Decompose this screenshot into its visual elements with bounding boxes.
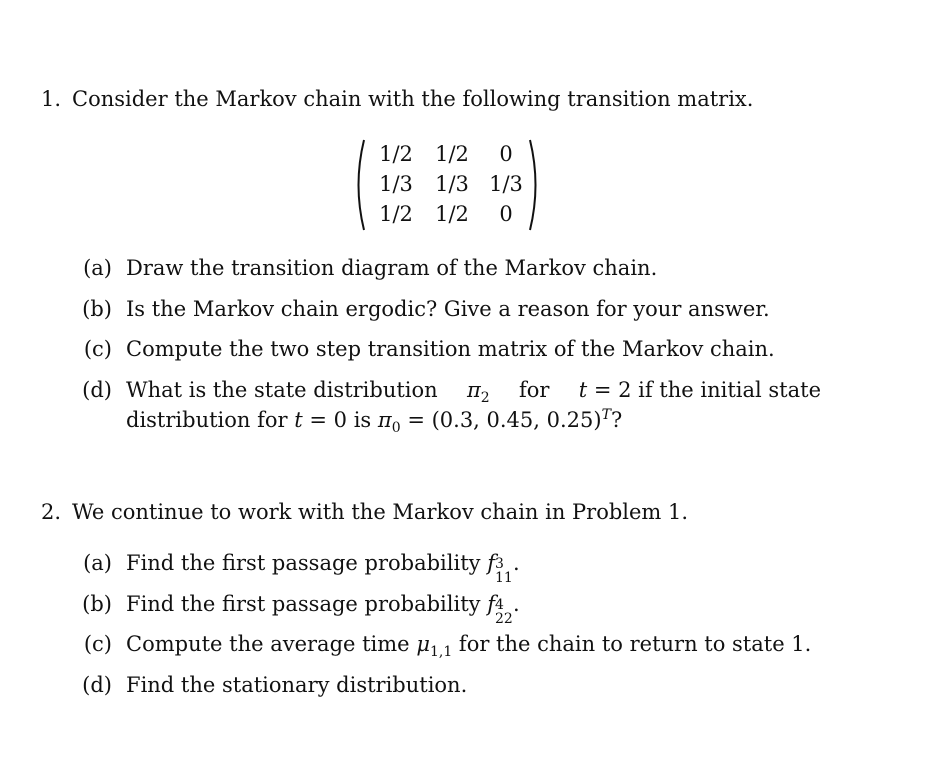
p1d-t-eq: t = 2 if the initial state (578, 378, 821, 402)
matrix-cell: 0 (499, 142, 513, 166)
problem-1-number: 1. (41, 87, 62, 111)
problem-2-text: We continue to work with the Markov chain in Problem 1. (72, 500, 689, 524)
p1-part-d-label: (d) (82, 378, 112, 402)
p2-part-a-label: (a) (83, 551, 112, 575)
matrix-cell: 1/3 (489, 172, 523, 196)
p2-part-a-text: Find the first passage probability f 3 11 . (126, 551, 520, 586)
problem-2-number: 2. (41, 500, 62, 524)
p2-part-b-text: Find the first passage probability f 4 22 . (126, 592, 520, 627)
transition-matrix (352, 138, 542, 232)
p1-part-d-line2: distribution for t = 0 is $\pi_0 = (0.3$, 0.45, 0.25)$^T$? (126, 407, 623, 437)
p2-part-d-text: Find the stationary distribution. (126, 673, 468, 697)
p1-part-c-text: Compute the two step transition matrix of the Markov chain. (126, 337, 775, 361)
matrix-cell: 1/3 (379, 172, 413, 196)
p2-part-d-label: (d) (82, 673, 112, 697)
p2-part-b-label: (b) (82, 592, 112, 616)
p1d-text-1: What is the state distribution (126, 378, 438, 402)
p1-part-a-label: (a) (83, 256, 112, 280)
problem-1-text: Consider the Markov chain with the following transition matrix. (72, 87, 754, 111)
matrix-cell: 1/2 (435, 142, 469, 166)
matrix-cell: 1/2 (379, 202, 413, 226)
matrix-cell: 1/2 (379, 142, 413, 166)
matrix-grid (368, 139, 532, 229)
p1d-for: for (518, 378, 550, 402)
matrix-cell: 1/2 (435, 202, 469, 226)
p2-part-c-label: (c) (83, 632, 112, 656)
p1d-pi2: $\pi_2$ (466, 378, 490, 407)
p1-part-b-label: (b) (82, 297, 112, 321)
p1-part-c-label: (c) (83, 337, 112, 361)
p2-part-c-text: Compute the average time $\mu_{1,1}$ for the chain to return to state 1. (126, 632, 812, 661)
matrix-cell: 0 (499, 202, 513, 226)
p1-part-b-text: Is the Markov chain ergodic? Give a reason for your answer. (126, 297, 770, 321)
left-parenthesis (352, 138, 366, 232)
right-parenthesis (528, 138, 542, 232)
p1-part-a-text: Draw the transition diagram of the Markov chain. (126, 256, 658, 280)
matrix-cell: 1/3 (435, 172, 469, 196)
p1-part-d-line1 (126, 378, 821, 407)
